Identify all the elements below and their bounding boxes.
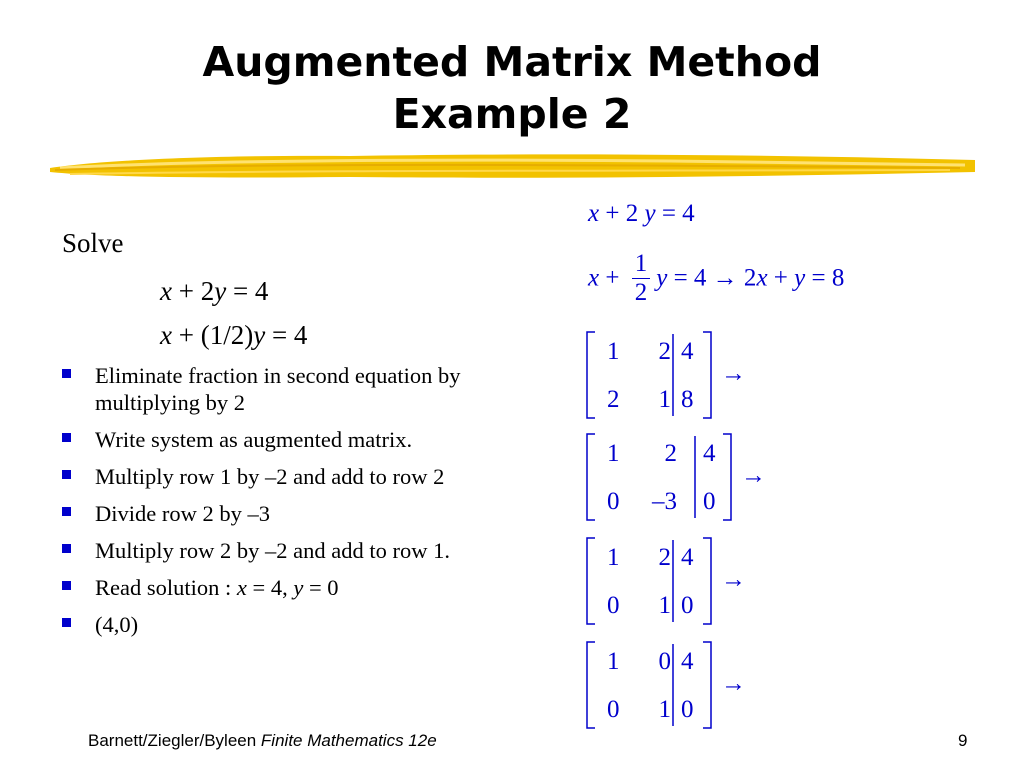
fraction-one-half: $\frac{1}{2}$: [632, 250, 651, 307]
yellow-brush-stroke-divider: [50, 148, 975, 183]
matrix-cell: 1: [607, 544, 620, 571]
right-bracket: [703, 642, 711, 728]
matrix-cell: 0: [607, 488, 620, 515]
augmented-matrix: [585, 432, 766, 524]
left-equation-2: x + (1/2)y = 4: [160, 320, 308, 350]
matrix-cell: –3: [652, 488, 677, 515]
steps-bullet-list: [62, 362, 552, 648]
right-arrow-icon: →: [721, 566, 746, 593]
square-bullet-icon: [62, 507, 71, 516]
augmented-matrix: [585, 330, 746, 422]
left-bracket: [587, 538, 595, 624]
right-bracket: [703, 538, 711, 624]
matrix-cell: 0: [703, 488, 716, 515]
matrix-cell: 2: [658, 544, 671, 571]
bullet-item: Multiply row 1 by –2 and add to row 2: [62, 463, 552, 490]
matrix-cell: 0: [681, 592, 694, 619]
augmented-matrix: [585, 640, 746, 732]
matrix-cell: 0: [658, 648, 671, 675]
page-number: 9: [958, 731, 968, 750]
right-arrow-icon: →: [721, 360, 746, 387]
matrix-cell: 1: [607, 338, 620, 365]
matrix-cell: 2: [658, 338, 671, 365]
title-line-2: Example 2: [392, 90, 632, 138]
right-equation-1: x + 2 y = 4: [588, 200, 695, 227]
right-arrow-icon: →: [741, 462, 766, 489]
matrix-cell: 4: [681, 338, 694, 365]
matrix-cell: 0: [607, 592, 620, 619]
matrix-cell: 4: [681, 648, 694, 675]
bullet-item: Read solution : x = 4, y = 0: [62, 574, 552, 601]
square-bullet-icon: [62, 618, 71, 627]
left-bracket: [587, 434, 595, 520]
footer-citation: Barnett/Ziegler/Byleen Finite Mathematics 12e: [88, 731, 437, 750]
right-arrow-icon: →: [721, 670, 746, 697]
bullet-item: Eliminate fraction in second equation by multiplying by 2: [62, 362, 552, 416]
matrix-cell: 4: [703, 440, 716, 467]
matrix-cell: 1: [607, 440, 620, 467]
square-bullet-icon: [62, 433, 71, 442]
title-line-1: Augmented Matrix Method: [202, 38, 822, 86]
matrix-cell: 2: [607, 386, 620, 413]
right-bracket: [723, 434, 731, 520]
matrix-cell: 4: [681, 544, 694, 571]
left-equation-1: x + 2y = 4: [160, 276, 269, 306]
square-bullet-icon: [62, 470, 71, 479]
matrix-cell: 0: [607, 696, 620, 723]
matrix-cell: 1: [607, 648, 620, 675]
augmented-matrix: [585, 536, 746, 628]
matrix-cell: 1: [658, 592, 671, 619]
right-bracket: [703, 332, 711, 418]
bullet-item: Divide row 2 by –3: [62, 500, 552, 527]
square-bullet-icon: [62, 369, 71, 378]
bullet-item: Write system as augmented matrix.: [62, 426, 552, 453]
right-equation-2: x + $\frac{1}{2}$ y = 4 → 2x + y = 8: [588, 250, 845, 306]
matrix-cell: 1: [658, 386, 671, 413]
square-bullet-icon: [62, 581, 71, 590]
matrix-cell: 8: [681, 386, 694, 413]
left-bracket: [587, 332, 595, 418]
solve-label: Solve: [62, 228, 124, 258]
square-bullet-icon: [62, 544, 71, 553]
slide-title: [0, 36, 1024, 140]
matrix-cell: 1: [658, 696, 671, 723]
matrix-cell: 0: [681, 696, 694, 723]
matrix-cell: 2: [664, 440, 677, 467]
bullet-item: (4,0): [62, 611, 552, 638]
left-bracket: [587, 642, 595, 728]
bullet-item: Multiply row 2 by –2 and add to row 1.: [62, 537, 552, 564]
